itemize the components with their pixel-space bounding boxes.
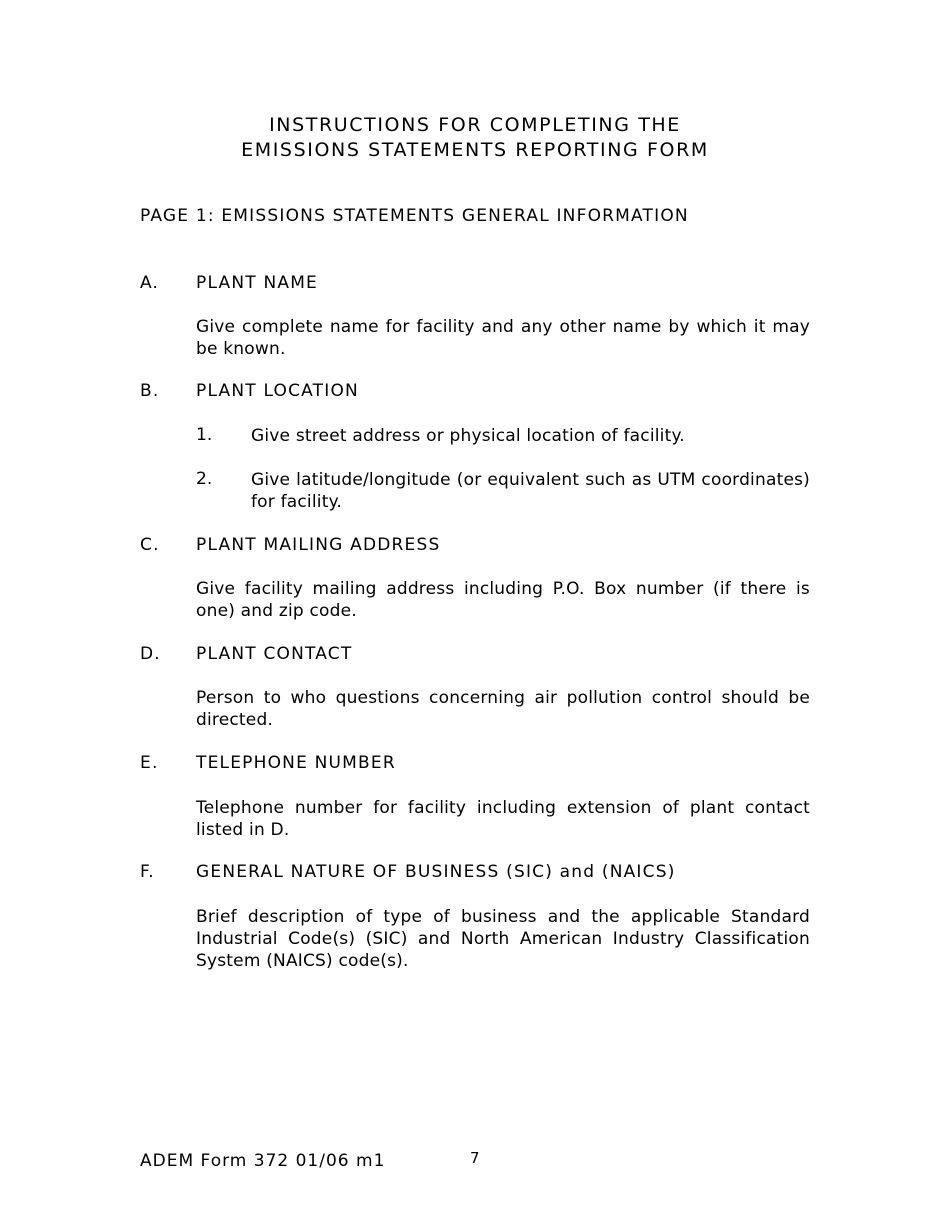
document-title-line-1: INSTRUCTIONS FOR COMPLETING THE — [269, 114, 681, 136]
section-a-letter: A. — [140, 273, 160, 293]
section-b-item-1-text: Give street address or physical location of facility. — [251, 426, 685, 446]
section-d-text: Person to who questions concerning air pollution control should be directed. — [196, 688, 810, 730]
footer-form-id: ADEM Form 372 01/06 m1 — [140, 1151, 386, 1171]
section-d-letter: D. — [140, 644, 161, 664]
section-a-text: Give complete name for facility and any other name by which it may be known. — [196, 317, 810, 359]
section-b-item-2-text: Give latitude/longitude (or equivalent such as UTM coordinates) for facility. — [251, 470, 810, 512]
section-d-heading: PLANT CONTACT — [196, 644, 353, 664]
document-title-line-2: EMISSIONS STATEMENTS REPORTING FORM — [241, 139, 709, 161]
section-a-heading: PLANT NAME — [196, 273, 319, 293]
section-b-heading: PLANT LOCATION — [196, 381, 359, 401]
section-b-item-2-number: 2. — [196, 469, 213, 489]
section-b-item-1-number: 1. — [196, 425, 213, 445]
section-f-heading: GENERAL NATURE OF BUSINESS (SIC) and (NAICS) — [196, 862, 676, 882]
section-b-letter: B. — [140, 381, 160, 401]
section-c-heading: PLANT MAILING ADDRESS — [196, 535, 441, 555]
section-e-letter: E. — [140, 753, 159, 773]
section-e-text: Telephone number for facility including extension of plant contact listed in D. — [196, 798, 810, 840]
section-e-heading: TELEPHONE NUMBER — [196, 753, 396, 773]
section-c-letter: C. — [140, 535, 160, 555]
section-f-letter: F. — [140, 862, 155, 882]
section-c-text: Give facility mailing address including P.O. Box number (if there is one) and zip code. — [196, 579, 810, 621]
section-f-text: Brief description of type of business and the applicable Standard Industrial Code(s) (SIC) and North American Industry Classification System (NAICS) code(s). — [196, 907, 810, 971]
footer-page-number: 7 — [470, 1149, 480, 1167]
page-heading: PAGE 1: EMISSIONS STATEMENTS GENERAL INFORMATION — [140, 206, 689, 226]
